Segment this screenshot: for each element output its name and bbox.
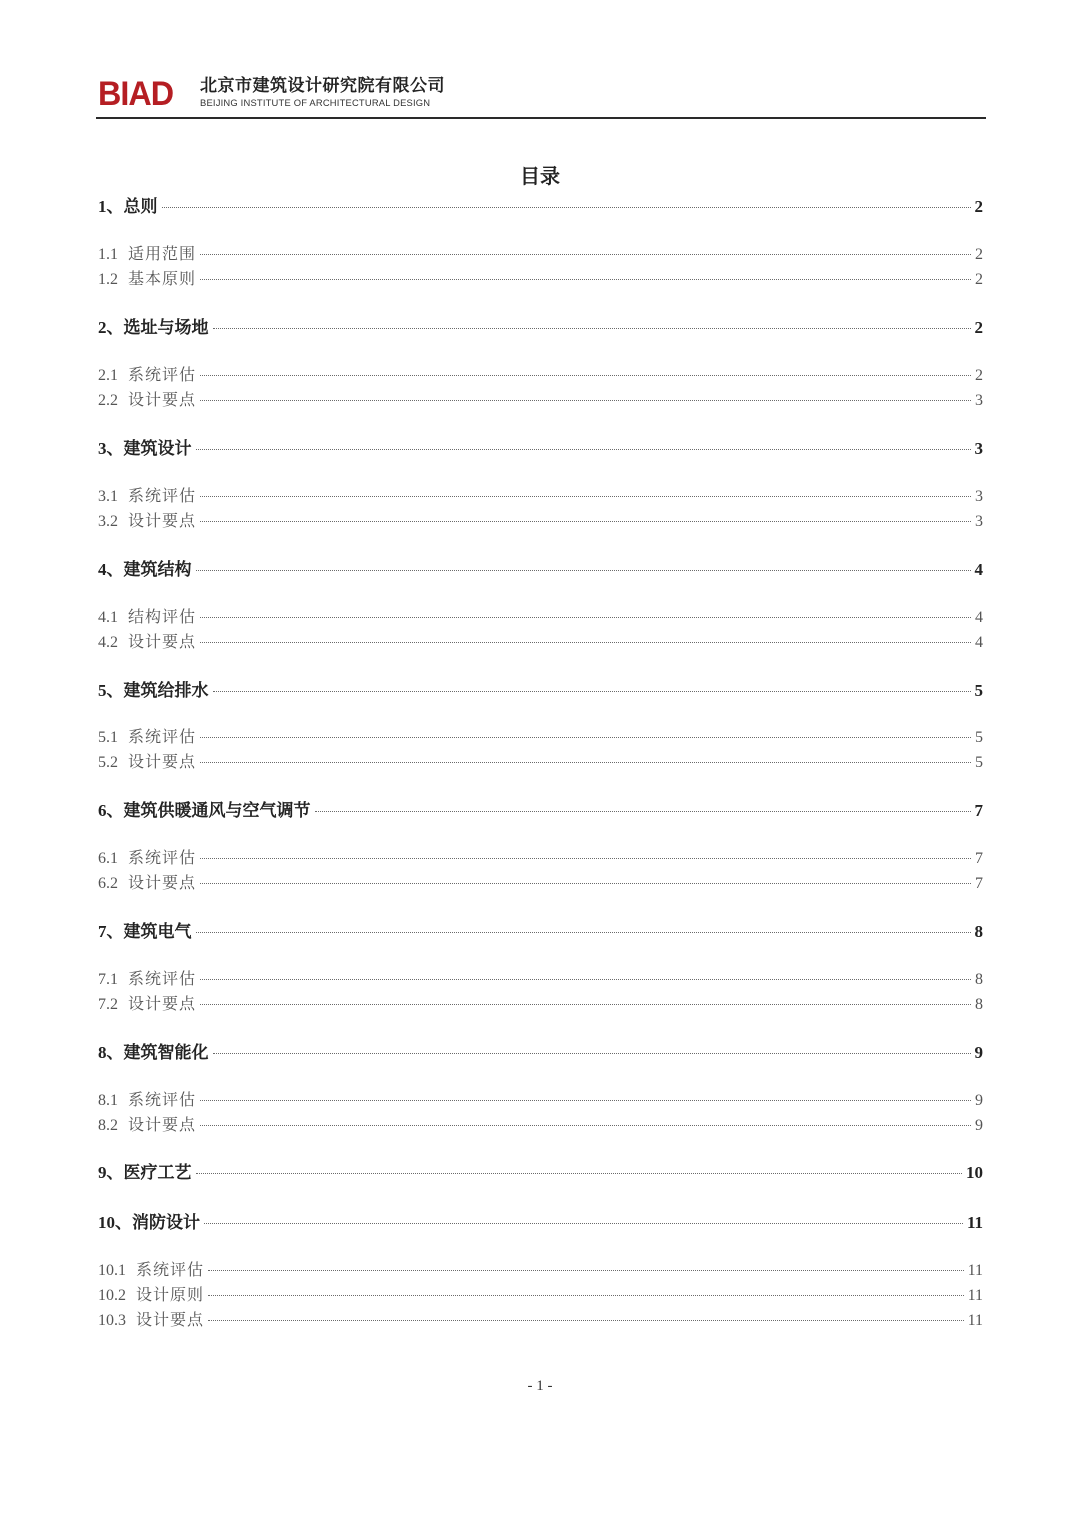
toc-page-number: 8	[975, 996, 983, 1013]
toc-entry-8-2[interactable]	[98, 1112, 983, 1136]
toc-dot-leader	[200, 279, 971, 280]
toc-entry-7[interactable]	[98, 917, 983, 941]
toc-page-number: 2	[975, 271, 983, 288]
toc-entry-number: 8.1	[98, 1092, 118, 1109]
toc-entry-8-1[interactable]	[98, 1087, 983, 1111]
toc-entry-title: 设计要点	[128, 390, 197, 409]
toc-entry-9[interactable]	[98, 1158, 983, 1182]
toc-dot-leader	[315, 811, 971, 812]
toc-entry-6[interactable]	[98, 796, 983, 820]
toc-entry-number: 8.2	[98, 1117, 118, 1134]
toc-entry-number: 6.1	[98, 850, 118, 867]
toc-page-number: 2	[975, 246, 983, 263]
toc-entry-3-1[interactable]	[98, 483, 983, 507]
toc-dot-leader	[208, 1295, 964, 1296]
toc-entry-number: 2、	[98, 318, 124, 337]
toc-page-number: 3	[975, 513, 983, 530]
toc-page-number: 3	[975, 392, 983, 409]
toc-entry-1[interactable]	[98, 192, 983, 216]
toc-dot-leader	[200, 1004, 971, 1005]
toc-entry-number: 5.2	[98, 754, 118, 771]
toc-page-number: 5	[974, 681, 983, 700]
toc-dot-leader	[200, 762, 971, 763]
toc-entry-number: 4.1	[98, 609, 118, 626]
toc-entry-7-2[interactable]	[98, 991, 983, 1015]
toc-page-number: 11	[967, 1312, 983, 1329]
toc-entry-2-1[interactable]	[98, 362, 983, 386]
toc-entry-10-2[interactable]	[98, 1282, 983, 1306]
toc-entry-3-2[interactable]	[98, 508, 983, 532]
biad-logo: BIAD	[98, 75, 174, 113]
toc-page-number: 10	[966, 1163, 983, 1182]
toc-entry-number: 4.2	[98, 634, 118, 651]
toc-entry-number: 3.1	[98, 488, 118, 505]
toc-entry-number: 1.1	[98, 246, 118, 263]
toc-entry-8[interactable]	[98, 1038, 983, 1062]
toc-entry-title: 建筑供暖通风与空气调节	[123, 801, 311, 821]
toc-entry-number: 10.2	[98, 1287, 126, 1304]
toc-entry-4[interactable]	[98, 555, 983, 579]
toc-dot-leader	[200, 1100, 971, 1101]
toc-entry-title: 设计要点	[128, 1115, 197, 1134]
toc-dot-leader	[200, 521, 971, 522]
toc-entry-title: 基本原则	[128, 269, 197, 288]
toc-dot-leader	[196, 1173, 963, 1174]
toc-entry-number: 1.2	[98, 271, 118, 288]
toc-entry-title: 建筑电气	[123, 922, 192, 942]
toc-entry-title: 消防设计	[132, 1213, 200, 1233]
toc-entry-number: 7.1	[98, 971, 118, 988]
toc-entry-title: 系统评估	[128, 1090, 197, 1109]
toc-entry-title: 系统评估	[128, 486, 197, 505]
toc-title: 目录	[520, 164, 560, 188]
toc-entry-number: 10、	[98, 1213, 132, 1232]
toc-entry-number: 1、	[98, 197, 124, 216]
toc-page-number: 9	[974, 1043, 983, 1062]
toc-entry-number: 7.2	[98, 996, 118, 1013]
toc-entry-number: 7、	[98, 922, 124, 941]
toc-entry-number: 6、	[98, 801, 124, 820]
toc-entry-5[interactable]	[98, 676, 983, 700]
toc-entry-title: 设计要点	[128, 994, 197, 1013]
toc-entry-number: 2.2	[98, 392, 118, 409]
toc-entry-10-1[interactable]	[98, 1257, 983, 1281]
toc-dot-leader	[200, 642, 971, 643]
toc-page-number: 7	[975, 875, 983, 892]
toc-page-number: 7	[974, 801, 983, 820]
toc-dot-leader	[200, 1125, 971, 1126]
toc-page-number: 7	[975, 850, 983, 867]
toc-entry-7-1[interactable]	[98, 966, 983, 990]
toc-dot-leader	[200, 496, 971, 497]
toc-dot-leader	[162, 207, 971, 208]
toc-entry-title: 建筑设计	[123, 439, 192, 459]
toc-dot-leader	[208, 1320, 964, 1321]
toc-entry-10-3[interactable]	[98, 1307, 983, 1331]
toc-entry-title: 建筑结构	[123, 560, 192, 580]
toc-dot-leader	[200, 883, 971, 884]
toc-page-number: 9	[975, 1092, 983, 1109]
toc-page-number: 2	[975, 367, 983, 384]
toc-entry-number: 9、	[98, 1163, 124, 1182]
organization-name-cn: 北京市建筑设计研究院有限公司	[200, 76, 445, 96]
toc-entry-title: 系统评估	[128, 727, 197, 746]
toc-page-number: 5	[975, 754, 983, 771]
header-divider	[96, 117, 986, 119]
toc-entry-title: 建筑智能化	[123, 1043, 209, 1063]
toc-dot-leader	[196, 570, 971, 571]
toc-dot-leader	[200, 979, 971, 980]
toc-entry-title: 选址与场地	[123, 318, 209, 338]
toc-page-number: 4	[975, 609, 983, 626]
toc-entry-6-2[interactable]	[98, 870, 983, 894]
toc-entry-title: 设计要点	[136, 1310, 205, 1329]
toc-page-number: 5	[975, 729, 983, 746]
toc-entry-title: 适用范围	[128, 244, 197, 263]
toc-entry-6-1[interactable]	[98, 845, 983, 869]
toc-entry-title: 系统评估	[136, 1260, 205, 1279]
toc-entry-title: 系统评估	[128, 969, 197, 988]
toc-entry-2-2[interactable]	[98, 387, 983, 411]
toc-dot-leader	[196, 449, 971, 450]
toc-dot-leader	[213, 691, 971, 692]
toc-entry-title: 建筑给排水	[123, 681, 209, 701]
toc-dot-leader	[200, 254, 971, 255]
toc-entry-10[interactable]	[98, 1208, 983, 1232]
toc-entry-2[interactable]	[98, 313, 983, 337]
toc-dot-leader	[213, 328, 971, 329]
toc-page-number: 2	[974, 318, 983, 337]
toc-entry-number: 3、	[98, 439, 124, 458]
toc-entry-title: 设计要点	[128, 632, 197, 651]
toc-page-number: 8	[975, 971, 983, 988]
toc-page-number: 4	[975, 634, 983, 651]
toc-page-number: 2	[974, 197, 983, 216]
toc-entry-1-2[interactable]	[98, 266, 983, 290]
toc-dot-leader	[213, 1053, 971, 1054]
toc-dot-leader	[200, 375, 971, 376]
toc-entry-number: 2.1	[98, 367, 118, 384]
toc-entry-title: 设计要点	[128, 752, 197, 771]
toc-entry-number: 8、	[98, 1043, 124, 1062]
toc-dot-leader	[200, 617, 971, 618]
toc-entry-number: 5.1	[98, 729, 118, 746]
toc-entry-number: 5、	[98, 681, 124, 700]
toc-page-number: 3	[974, 439, 983, 458]
toc-page-number: 11	[967, 1287, 983, 1304]
toc-entry-number: 4、	[98, 560, 124, 579]
toc-entry-title: 设计原则	[136, 1285, 205, 1304]
toc-entry-5-1[interactable]	[98, 724, 983, 748]
toc-page-number: 3	[975, 488, 983, 505]
toc-dot-leader	[208, 1270, 964, 1271]
toc-entry-title: 设计要点	[128, 873, 197, 892]
toc-entry-title: 总则	[123, 197, 158, 217]
toc-page-number: 8	[974, 922, 983, 941]
page-number-footer: - 1 -	[527, 1378, 553, 1394]
toc-entry-number: 6.2	[98, 875, 118, 892]
toc-dot-leader	[200, 400, 971, 401]
toc-entry-title: 系统评估	[128, 365, 197, 384]
toc-dot-leader	[200, 858, 971, 859]
toc-dot-leader	[196, 932, 971, 933]
toc-entry-number: 10.1	[98, 1262, 126, 1279]
toc-entry-1-1[interactable]	[98, 241, 983, 265]
toc-entry-number: 10.3	[98, 1312, 126, 1329]
toc-entry-title: 设计要点	[128, 511, 197, 530]
toc-entry-title: 医疗工艺	[123, 1163, 192, 1183]
toc-entry-3[interactable]	[98, 434, 983, 458]
toc-page-number: 11	[966, 1213, 983, 1232]
toc-entry-4-2[interactable]	[98, 629, 983, 653]
toc-entry-4-1[interactable]	[98, 604, 983, 628]
toc-entry-5-2[interactable]	[98, 749, 983, 773]
document-header	[96, 72, 986, 118]
organization-name-en: BEIJING INSTITUTE OF ARCHITECTURAL DESIGN	[200, 97, 431, 108]
toc-entry-title: 结构评估	[128, 607, 197, 626]
toc-page-number: 9	[975, 1117, 983, 1134]
toc-page-number: 11	[967, 1262, 983, 1279]
toc-dot-leader	[200, 737, 971, 738]
toc-entry-title: 系统评估	[128, 848, 197, 867]
toc-page-number: 4	[974, 560, 983, 579]
toc-entry-number: 3.2	[98, 513, 118, 530]
toc-dot-leader	[204, 1223, 963, 1224]
